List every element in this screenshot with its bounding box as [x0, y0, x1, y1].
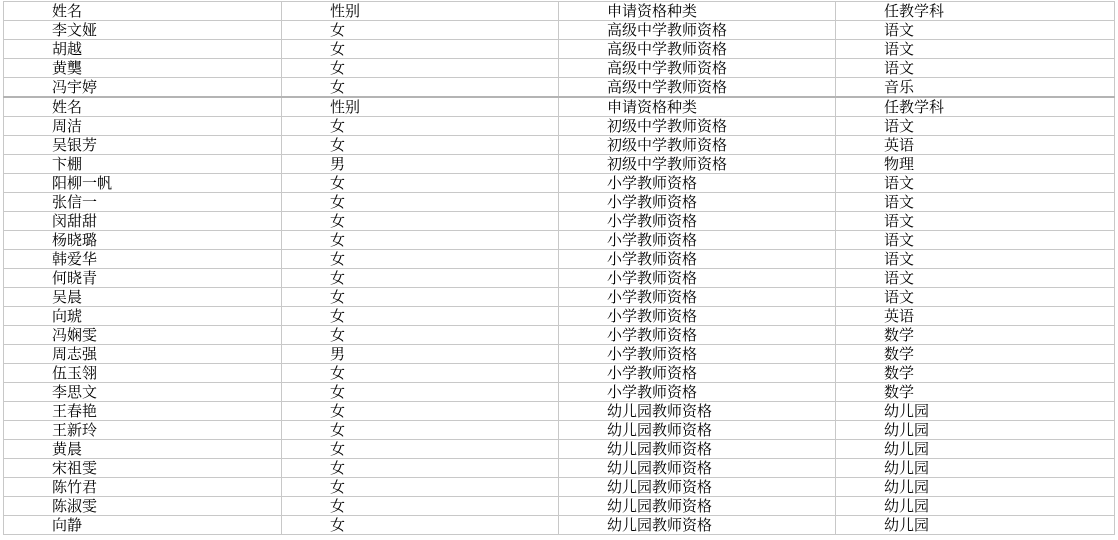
table-row [4, 21, 1115, 40]
table-row [4, 383, 1115, 402]
qualification-type-cell: 小学教师资格 [559, 288, 836, 307]
qualification-type-cell: 小学教师资格 [559, 326, 836, 345]
header-name: 姓名 [4, 97, 282, 117]
gender-cell: 女 [282, 326, 559, 345]
gender-cell: 女 [282, 174, 559, 193]
subject-cell: 音乐 [836, 78, 1115, 98]
qualification-type-cell: 小学教师资格 [559, 269, 836, 288]
table-row [4, 136, 1115, 155]
header-row [4, 97, 1115, 117]
subject-cell: 幼儿园 [836, 440, 1115, 459]
teacher-qualification-table [3, 1, 1115, 535]
table-row [4, 59, 1115, 78]
qualification-type-cell: 小学教师资格 [559, 231, 836, 250]
table-row [4, 212, 1115, 231]
qualification-type-cell: 初级中学教师资格 [559, 136, 836, 155]
name-cell: 周志强 [4, 345, 282, 364]
qualification-type-cell: 高级中学教师资格 [559, 40, 836, 59]
gender-cell: 女 [282, 307, 559, 326]
subject-cell: 数学 [836, 326, 1115, 345]
table-row [4, 345, 1115, 364]
gender-cell: 女 [282, 193, 559, 212]
gender-cell: 女 [282, 78, 559, 98]
gender-cell: 女 [282, 364, 559, 383]
table-row [4, 326, 1115, 345]
name-cell: 何晓青 [4, 269, 282, 288]
name-cell: 黄龑 [4, 59, 282, 78]
qualification-type-cell: 高级中学教师资格 [559, 21, 836, 40]
name-cell: 胡越 [4, 40, 282, 59]
qualification-type-cell: 幼儿园教师资格 [559, 497, 836, 516]
subject-cell: 幼儿园 [836, 421, 1115, 440]
table-row [4, 307, 1115, 326]
qualification-type-cell: 小学教师资格 [559, 383, 836, 402]
gender-cell: 女 [282, 212, 559, 231]
table-row [4, 459, 1115, 478]
subject-cell: 幼儿园 [836, 516, 1115, 535]
header-name: 姓名 [4, 2, 282, 21]
subject-cell: 语文 [836, 174, 1115, 193]
subject-cell: 语文 [836, 193, 1115, 212]
qualification-type-cell: 小学教师资格 [559, 345, 836, 364]
qualification-type-cell: 初级中学教师资格 [559, 155, 836, 174]
gender-cell: 女 [282, 288, 559, 307]
subject-cell: 幼儿园 [836, 402, 1115, 421]
gender-cell: 女 [282, 21, 559, 40]
name-cell: 冯宇婷 [4, 78, 282, 98]
qualification-type-cell: 幼儿园教师资格 [559, 402, 836, 421]
name-cell: 伍玉翎 [4, 364, 282, 383]
table-row [4, 174, 1115, 193]
subject-cell: 幼儿园 [836, 497, 1115, 516]
name-cell: 周洁 [4, 117, 282, 136]
name-cell: 卞棚 [4, 155, 282, 174]
header-subject: 任教学科 [836, 97, 1115, 117]
qualification-type-cell: 小学教师资格 [559, 307, 836, 326]
subject-cell: 语文 [836, 288, 1115, 307]
subject-cell: 数学 [836, 345, 1115, 364]
name-cell: 黄晨 [4, 440, 282, 459]
table-row [4, 364, 1115, 383]
header-gender: 性别 [282, 2, 559, 21]
qualification-type-cell: 小学教师资格 [559, 174, 836, 193]
qualification-type-cell: 幼儿园教师资格 [559, 459, 836, 478]
table-row [4, 155, 1115, 174]
qualification-type-cell: 幼儿园教师资格 [559, 478, 836, 497]
qualification-type-cell: 高级中学教师资格 [559, 59, 836, 78]
subject-cell: 数学 [836, 364, 1115, 383]
subject-cell: 语文 [836, 40, 1115, 59]
name-cell: 宋祖雯 [4, 459, 282, 478]
table-row [4, 288, 1115, 307]
qualification-type-cell: 高级中学教师资格 [559, 78, 836, 98]
gender-cell: 女 [282, 59, 559, 78]
header-subject: 任教学科 [836, 2, 1115, 21]
table-row [4, 421, 1115, 440]
subject-cell: 语文 [836, 212, 1115, 231]
qualification-type-cell: 幼儿园教师资格 [559, 440, 836, 459]
table-body [4, 2, 1115, 535]
table-row [4, 497, 1115, 516]
qualification-type-cell: 幼儿园教师资格 [559, 516, 836, 535]
gender-cell: 女 [282, 497, 559, 516]
name-cell: 韩爱华 [4, 250, 282, 269]
gender-cell: 男 [282, 345, 559, 364]
subject-cell: 幼儿园 [836, 459, 1115, 478]
gender-cell: 女 [282, 231, 559, 250]
table-row [4, 269, 1115, 288]
name-cell: 李思文 [4, 383, 282, 402]
gender-cell: 女 [282, 516, 559, 535]
subject-cell: 英语 [836, 136, 1115, 155]
subject-cell: 语文 [836, 21, 1115, 40]
name-cell: 吴晨 [4, 288, 282, 307]
name-cell: 张信一 [4, 193, 282, 212]
table-row [4, 231, 1115, 250]
gender-cell: 女 [282, 383, 559, 402]
qualification-type-cell: 小学教师资格 [559, 364, 836, 383]
subject-cell: 语文 [836, 269, 1115, 288]
name-cell: 李文娅 [4, 21, 282, 40]
qualification-type-cell: 小学教师资格 [559, 250, 836, 269]
table-row [4, 78, 1115, 98]
header-qualification-type: 申请资格种类 [559, 2, 836, 21]
name-cell: 冯娴雯 [4, 326, 282, 345]
qualification-type-cell: 小学教师资格 [559, 193, 836, 212]
table-row [4, 516, 1115, 535]
qualification-type-cell: 幼儿园教师资格 [559, 421, 836, 440]
qualification-type-cell: 小学教师资格 [559, 212, 836, 231]
gender-cell: 女 [282, 117, 559, 136]
gender-cell: 女 [282, 250, 559, 269]
table-row [4, 440, 1115, 459]
name-cell: 王新玲 [4, 421, 282, 440]
name-cell: 阳柳一帆 [4, 174, 282, 193]
subject-cell: 语文 [836, 250, 1115, 269]
gender-cell: 女 [282, 269, 559, 288]
table-row [4, 250, 1115, 269]
gender-cell: 女 [282, 136, 559, 155]
subject-cell: 英语 [836, 307, 1115, 326]
name-cell: 吴银芳 [4, 136, 282, 155]
subject-cell: 语文 [836, 231, 1115, 250]
subject-cell: 数学 [836, 383, 1115, 402]
table-row [4, 402, 1115, 421]
gender-cell: 女 [282, 402, 559, 421]
name-cell: 杨晓璐 [4, 231, 282, 250]
qualification-type-cell: 初级中学教师资格 [559, 117, 836, 136]
table-row [4, 40, 1115, 59]
gender-cell: 女 [282, 421, 559, 440]
table-row [4, 193, 1115, 212]
subject-cell: 语文 [836, 59, 1115, 78]
name-cell: 向静 [4, 516, 282, 535]
name-cell: 陈竹君 [4, 478, 282, 497]
table-row [4, 117, 1115, 136]
name-cell: 向琥 [4, 307, 282, 326]
header-row [4, 2, 1115, 21]
subject-cell: 物理 [836, 155, 1115, 174]
subject-cell: 幼儿园 [836, 478, 1115, 497]
name-cell: 陈淑雯 [4, 497, 282, 516]
name-cell: 闵甜甜 [4, 212, 282, 231]
gender-cell: 男 [282, 155, 559, 174]
gender-cell: 女 [282, 440, 559, 459]
gender-cell: 女 [282, 459, 559, 478]
header-qualification-type: 申请资格种类 [559, 97, 836, 117]
header-gender: 性别 [282, 97, 559, 117]
name-cell: 王春艳 [4, 402, 282, 421]
gender-cell: 女 [282, 478, 559, 497]
table-row [4, 478, 1115, 497]
subject-cell: 语文 [836, 117, 1115, 136]
gender-cell: 女 [282, 40, 559, 59]
